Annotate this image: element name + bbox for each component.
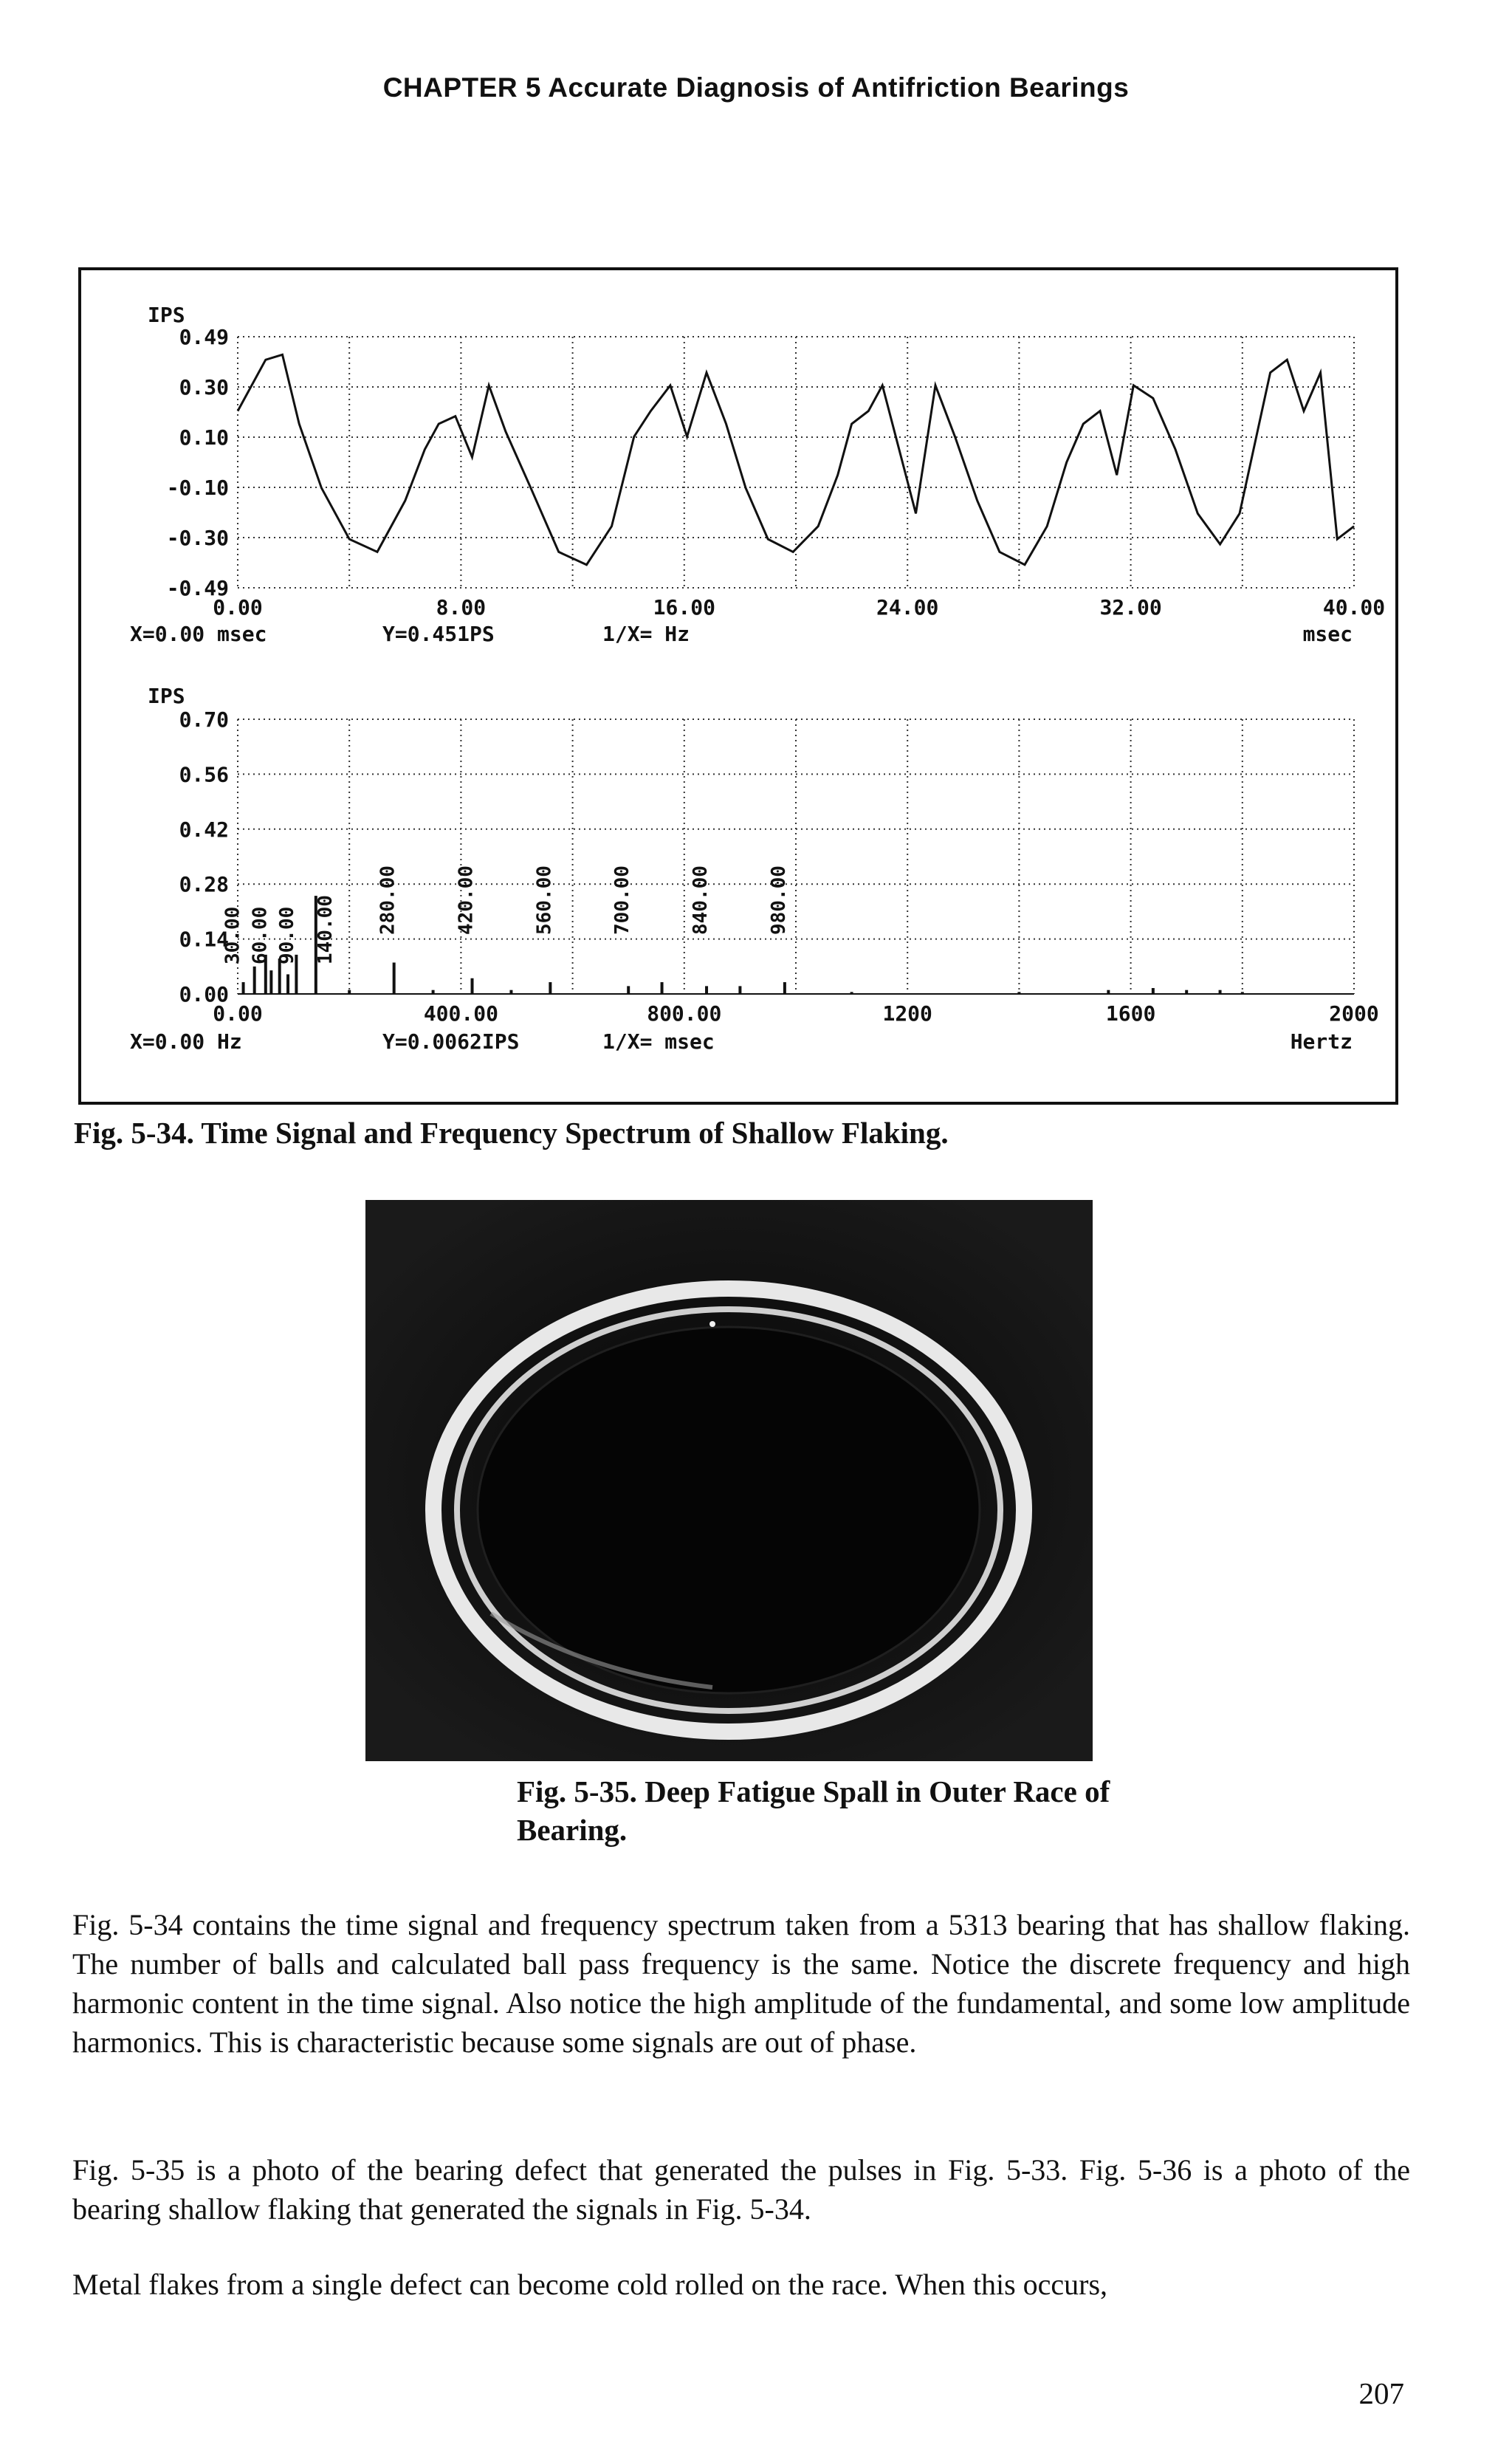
chapter-header: CHAPTER 5 Accurate Diagnosis of Antifriction Bearings bbox=[382, 72, 1130, 103]
time-plot-y-tick: -0.30 bbox=[166, 526, 229, 550]
spectrum-peak-label: 60.00 bbox=[249, 906, 272, 964]
spectrum-plot-y-tick: 0.14 bbox=[179, 927, 229, 952]
time-plot-y-tick: 0.30 bbox=[179, 375, 229, 399]
spectrum-plot-y-tick: 0.00 bbox=[179, 982, 229, 1006]
bearing-ring-image bbox=[365, 1200, 1093, 1761]
time-plot-y-tick: 0.49 bbox=[179, 325, 229, 349]
spectrum-plot-x-tick: 1600 bbox=[1105, 1001, 1156, 1026]
time-plot-x-ticks bbox=[213, 595, 1385, 620]
time-plot-x-tick: 16.00 bbox=[653, 595, 715, 620]
page-number: 207 bbox=[1358, 2376, 1404, 2410]
time-plot-x-tick: 8.00 bbox=[436, 595, 487, 620]
spectrum-plot-x-tick: 1200 bbox=[882, 1001, 932, 1026]
time-plot-x-tick: 32.00 bbox=[1099, 595, 1162, 620]
frequency-spectrum-plot bbox=[130, 684, 1379, 1054]
spectrum-peak-label: 700.00 bbox=[611, 865, 634, 935]
time-plot-y-unit: IPS bbox=[148, 303, 185, 327]
spectrum-peak-label: 280.00 bbox=[377, 865, 399, 935]
time-plot-inverse-readout: 1/X= Hz bbox=[602, 622, 690, 646]
spectrum-plot-x-tick: 800.00 bbox=[647, 1001, 722, 1026]
spectrum-plot-x-tick: 0.00 bbox=[213, 1001, 263, 1026]
time-plot-y-tick: 0.10 bbox=[179, 425, 229, 450]
spectrum-peak-labels bbox=[222, 865, 790, 964]
spectrum-plot-y-tick: 0.42 bbox=[179, 817, 229, 842]
spectrum-plot-x-readout: X=0.00 Hz bbox=[130, 1029, 242, 1054]
spectrum-plot-y-tick: 0.56 bbox=[179, 762, 229, 787]
spectrum-peak-label: 840.00 bbox=[690, 865, 712, 935]
time-plot-y-ticks bbox=[167, 325, 229, 600]
spectrum-peak-label: 560.00 bbox=[533, 865, 556, 935]
analyzer-plots-svg bbox=[81, 270, 1395, 1102]
fig-5-34-caption: Fig. 5-34. Time Signal and Frequency Spectrum of Shallow Flaking. bbox=[74, 1116, 949, 1150]
time-plot-y-readout: Y=0.451PS bbox=[382, 622, 495, 646]
spectrum-peak-label: 420.00 bbox=[455, 865, 478, 935]
time-plot-x-readout: X=0.00 msec bbox=[130, 622, 267, 646]
paragraph-2: Fig. 5-35 is a photo of the bearing defect that generated the pulses in Fig. 5-33. Fig. 5-36 is a photo of the bearing shallow flaking that generated the signals in Fig. 5-34. bbox=[72, 2153, 1410, 2226]
spectrum-plot-x-ticks bbox=[213, 1001, 1378, 1026]
spectrum-plot-y-readout: Y=0.0062IPS bbox=[382, 1029, 520, 1054]
spectrum-peak-label: 140.00 bbox=[314, 895, 337, 964]
time-plot-x-unit: msec bbox=[1302, 622, 1353, 646]
time-plot-y-tick: -0.10 bbox=[166, 476, 229, 500]
spectrum-plot-y-unit: IPS bbox=[148, 684, 185, 708]
analyzer-plot-panel bbox=[78, 267, 1398, 1105]
time-plot-x-tick: 40.00 bbox=[1322, 595, 1386, 620]
spectrum-peak-label: 980.00 bbox=[767, 865, 790, 935]
time-plot-x-tick: 24.00 bbox=[876, 595, 939, 620]
spectrum-plot-y-tick: 0.28 bbox=[179, 872, 229, 897]
spall-spot bbox=[709, 1321, 715, 1327]
spectrum-plot-x-tick: 2000 bbox=[1329, 1001, 1379, 1026]
bearing-race-photo bbox=[365, 1200, 1093, 1761]
spectrum-peak-label: 90.00 bbox=[276, 906, 299, 964]
spectrum-plot-inverse-readout: 1/X= msec bbox=[602, 1029, 715, 1054]
spectrum-plot-grid bbox=[238, 719, 1354, 994]
time-plot-y-tick: -0.49 bbox=[166, 576, 229, 600]
spectrum-plot-x-unit: Hertz bbox=[1290, 1029, 1353, 1054]
time-signal-plot bbox=[130, 303, 1385, 646]
fig-5-35-caption-line-2: Bearing. bbox=[517, 1813, 628, 1847]
time-plot-x-tick: 0.00 bbox=[213, 595, 263, 620]
spectrum-peak-label: 30.00 bbox=[221, 906, 244, 964]
spectrum-plot-y-tick: 0.70 bbox=[179, 707, 229, 732]
fig-5-35-caption-line-1: Fig. 5-35. Deep Fatigue Spall in Outer Race of bbox=[517, 1774, 1110, 1808]
spectrum-plot-x-tick: 400.00 bbox=[423, 1001, 498, 1026]
paragraph-1: Fig. 5-34 contains the time signal and frequency spectrum taken from a 5313 bearing that has shallow flaking. The number of balls and calculated ball pass frequency is the same. Notice the discrete frequency and high harmonic content in the time signal. Also notice the high amplitude of the fundamental, and some low amplitude harmonics. This is characteristic because some signals are out of phase. bbox=[72, 1908, 1410, 2059]
paragraph-3: Metal flakes from a single defect can become cold rolled on the race. When this occurs, bbox=[72, 2268, 1108, 2301]
